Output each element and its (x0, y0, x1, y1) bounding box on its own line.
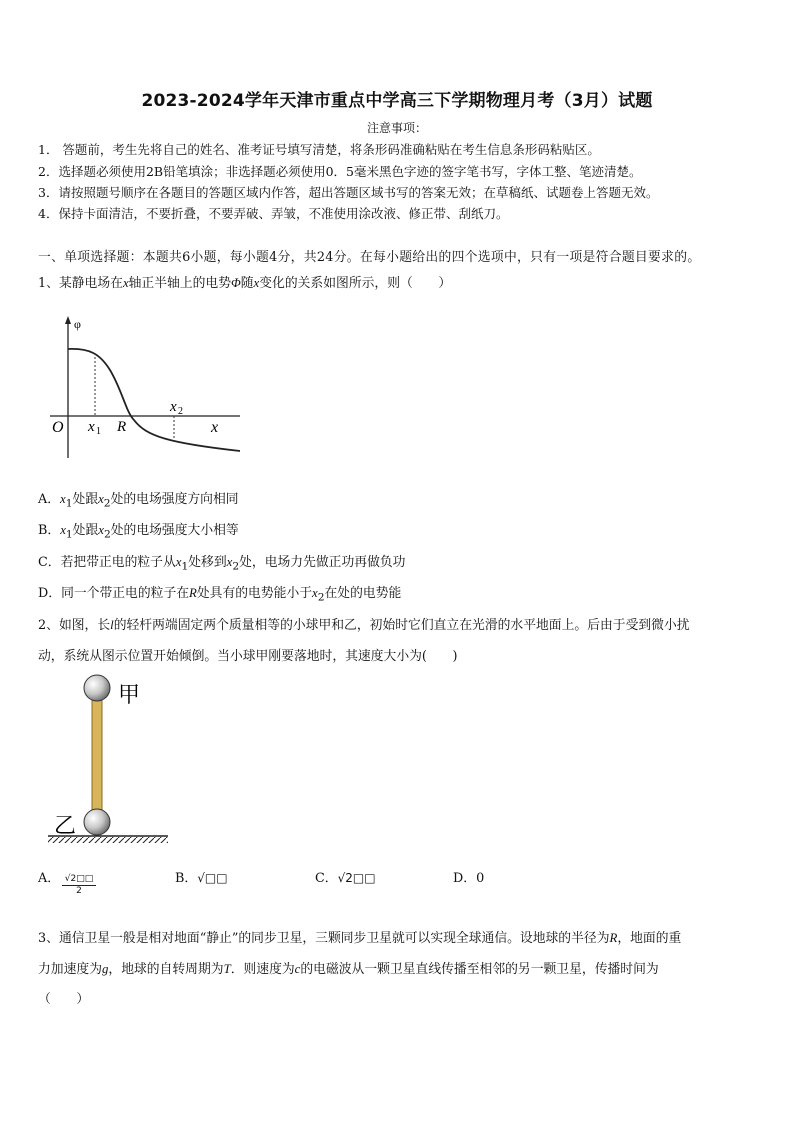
phi-axis-arrow (65, 316, 71, 324)
fraction-denominator: 2 (76, 886, 82, 896)
ball-yi (84, 809, 110, 835)
light-rod (92, 698, 102, 818)
label-yi: 乙 (54, 814, 77, 839)
q2-option-d[interactable]: D．0 (453, 871, 485, 886)
potential-graph (48, 312, 248, 462)
x-axis-label: x (211, 419, 219, 436)
phi-label: φ (74, 317, 81, 331)
q1-stem: 1、某静电场在x轴正半轴上的电势Φ随x变化的关系如图所示，则（ ） (38, 276, 452, 291)
label-jia: 甲 (118, 683, 141, 708)
q3-stem-line2: 力加速度为g，地球的自转周期为T．则速度为c的电磁波从一颗卫星直线传播至相邻的另一颗卫星，传播时间为 (38, 962, 659, 977)
q2-stem-line1: 2、如图，长l的轻杆两端固定两个质量相等的小球甲和乙，初始时它们直立在光滑的水平地面上。后由于受到微小扰 (38, 618, 690, 633)
q3-stem-line1: 3、通信卫星一般是相对地面“静止”的同步卫星，三颗同步卫星就可以实现全球通信。设地球的半径为R，地面的重 (38, 931, 682, 946)
q2-option-a-fraction (62, 874, 96, 897)
q2-option-c[interactable]: C．√2□□ (315, 871, 376, 886)
q1-option-b[interactable]: B．$x_1$处跟$x_2$处的电场强度大小相等 (38, 523, 239, 541)
q1-option-a[interactable]: A．$x_1$处跟$x_2$处的电场强度方向相同 (38, 492, 239, 510)
notice-item: 1． 答题前，考生先将自己的姓名、准考证号填写清楚，将条形码准确粘贴在考生信息条形码粘贴区。 (38, 142, 600, 157)
notice-item: 3．请按照题号顺序在各题目的答题区域内作答，超出答题区域书写的答案无效；在草稿纸、试题卷上答题无效。 (38, 185, 659, 200)
x1-label: x (88, 419, 95, 435)
q2-stem-line2: 动，系统从图示位置开始倾倒。当小球甲刚要落地时，其速度大小为( ) (38, 649, 458, 664)
q2-option-b[interactable]: B．√□□ (175, 871, 228, 886)
notice-item: 4．保持卡面清洁，不要折叠，不要弄破、弄皱，不准使用涂改液、修正带、刮纸刀。 (38, 206, 509, 221)
q2-option-a[interactable]: A． (38, 871, 61, 886)
fraction-numerator: √2□□ (62, 874, 96, 886)
r-label: R (117, 419, 127, 435)
notice-heading: 注意事项： (366, 121, 427, 135)
x2-label: x (170, 399, 177, 415)
q1-option-d[interactable]: D．同一个带正电的粒子在R处具有的电势能小于$x_2$在处的电势能 (38, 586, 402, 604)
x1-subscript: 1 (96, 426, 101, 437)
page-title: 2023-2024学年天津市重点中学高三下学期物理月考（3月）试题 (141, 91, 653, 111)
section-heading: 一、单项选择题：本题共6小题，每小题4分，共24分。在每小题给出的四个选项中，只有一项是符合题目要求的。 (38, 250, 701, 265)
ball-jia (84, 675, 110, 701)
origin-label: O (52, 419, 64, 436)
q3-stem-line3: （ ） (38, 992, 90, 1007)
notice-item: 2．选择题必须使用2B铅笔填涂；非选择题必须使用0．5毫米黑色字迹的签字笔书写，字体工整、笔迹清楚。 (38, 164, 642, 179)
x2-subscript: 2 (178, 406, 183, 417)
rod-figure (40, 670, 180, 845)
q1-option-c[interactable]: C．若把带正电的粒子从$x_1$处移到$x_2$处，电场力先做正功再做负功 (38, 555, 406, 573)
